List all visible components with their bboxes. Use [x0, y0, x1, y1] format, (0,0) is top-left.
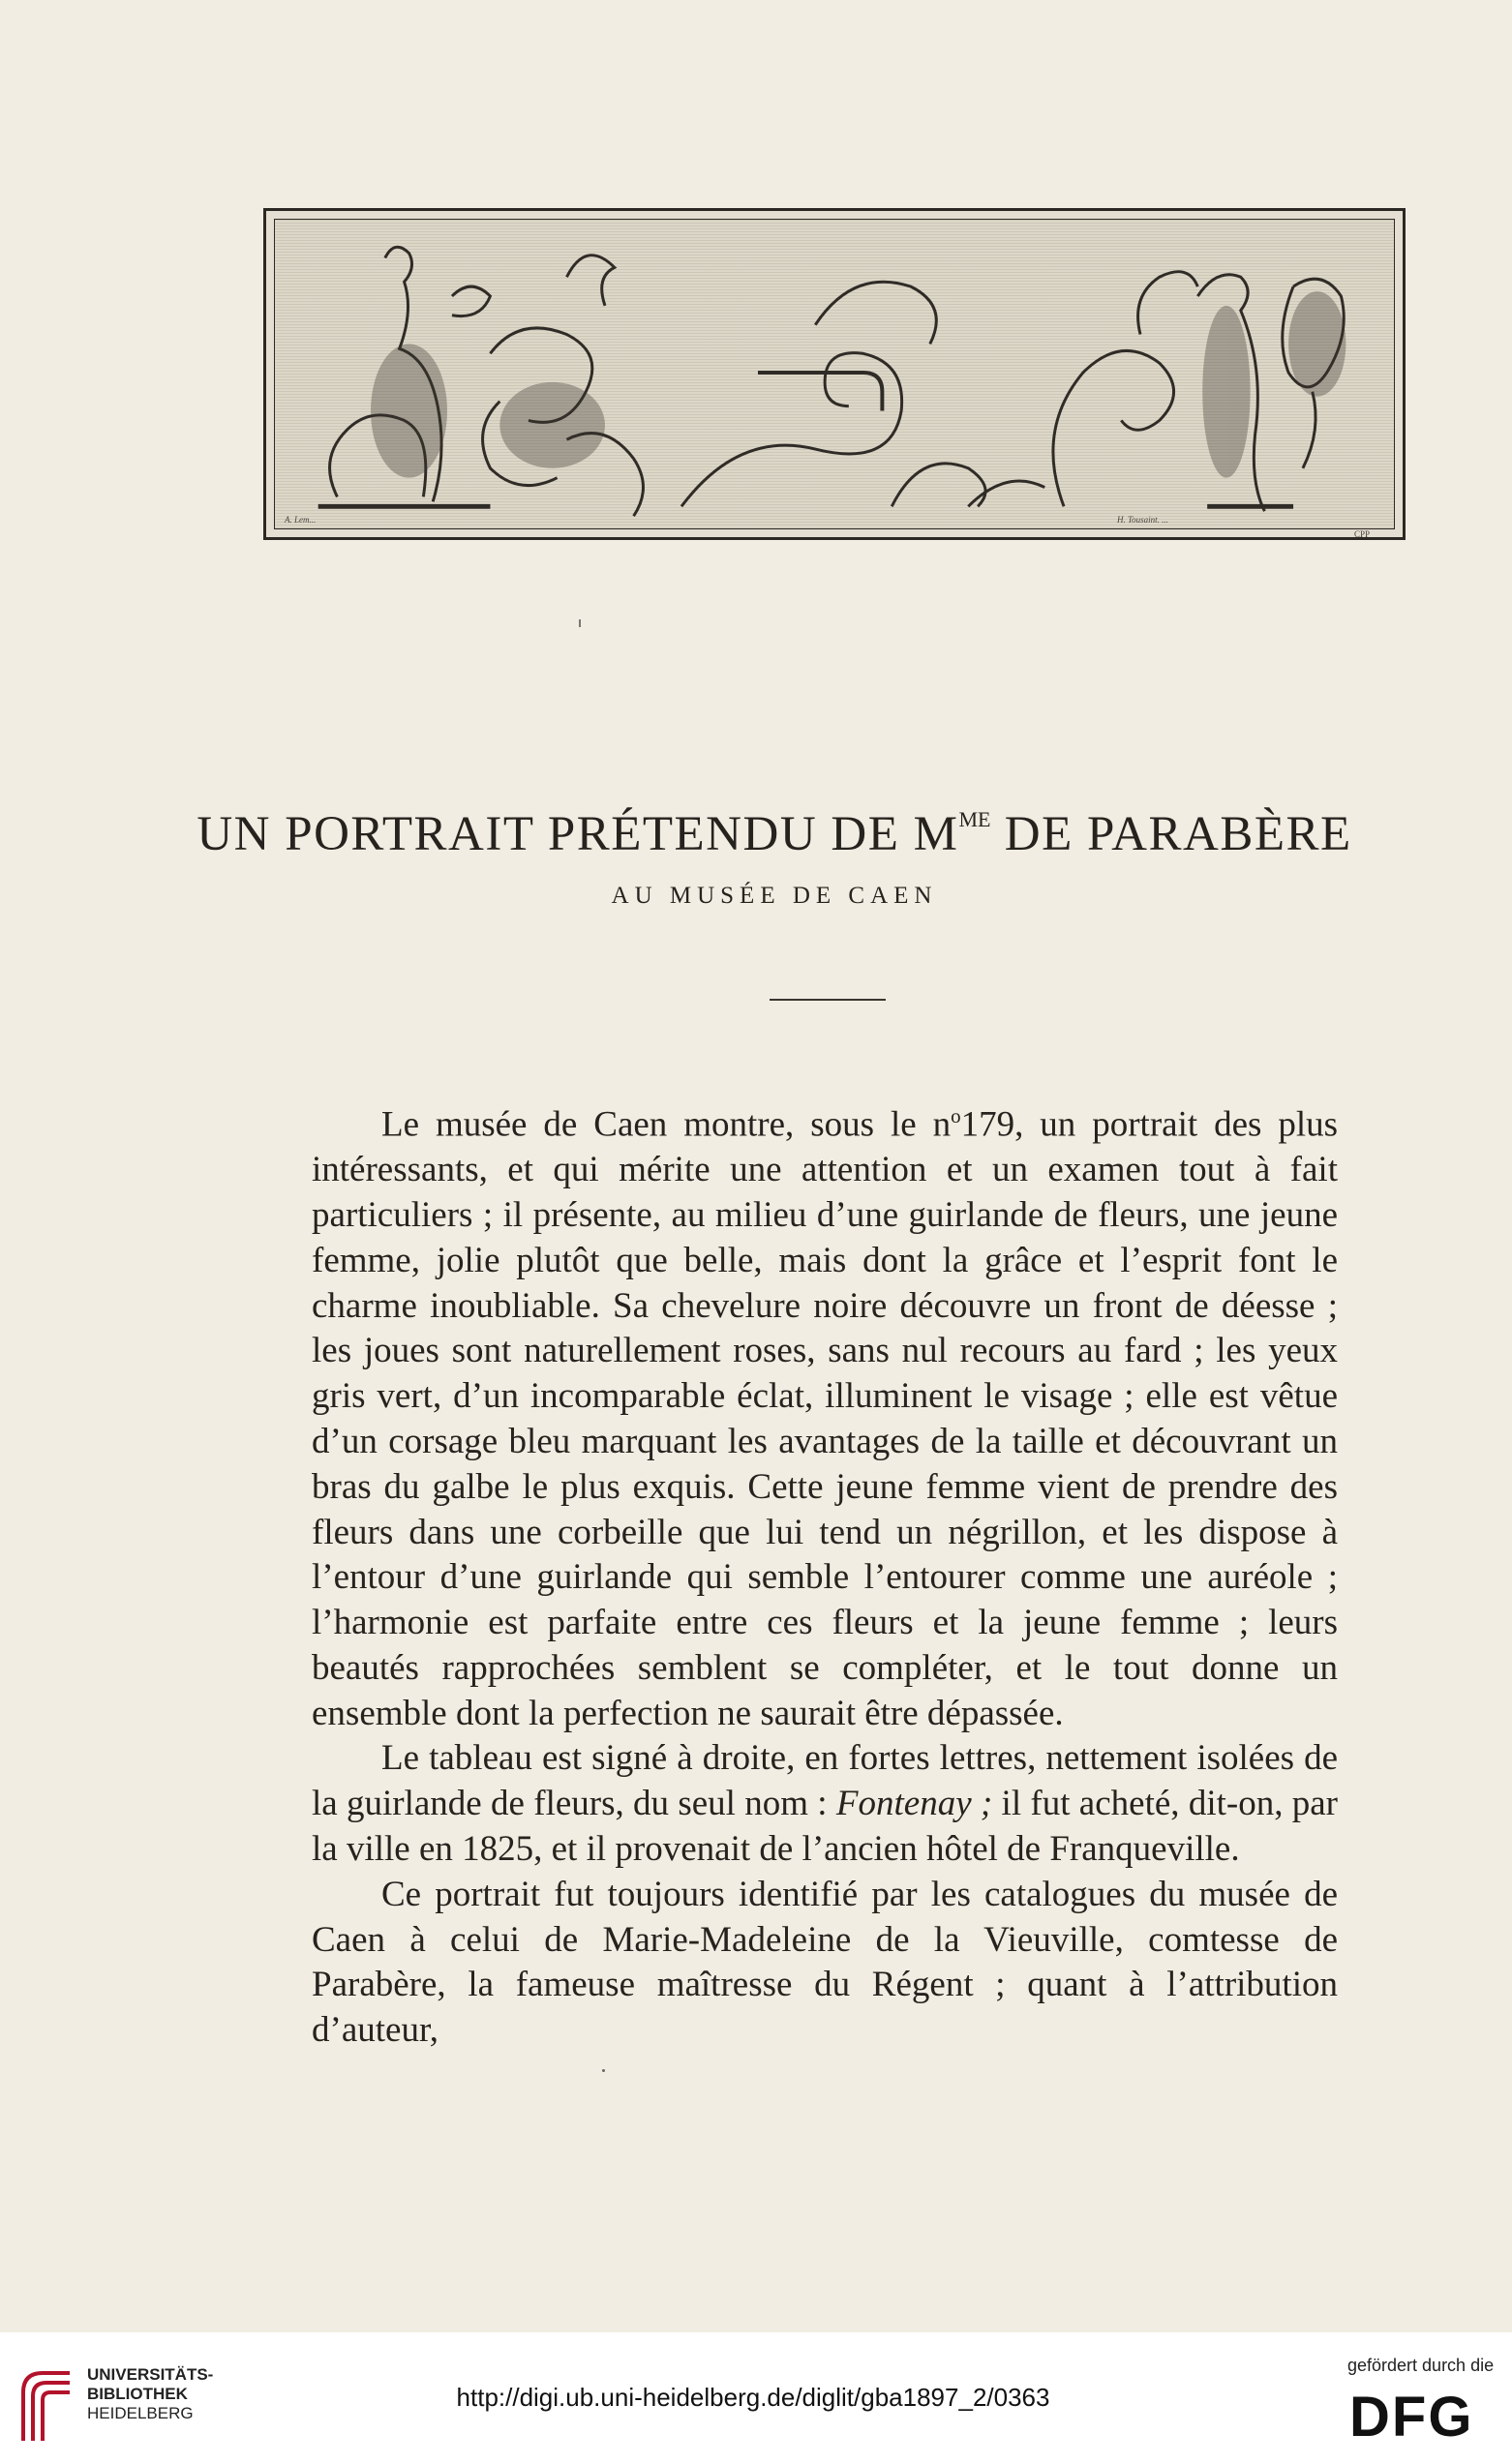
stray-dot: [602, 2069, 605, 2072]
engraver-signature-left: A. Lem...: [285, 515, 317, 525]
paragraph-2-rest: il fut acheté, dit-on, par la ville en 1825, et il provenait de l’ancien hôtel de Franqueville.: [312, 1784, 1338, 1870]
university-library-logo-icon: [14, 2363, 76, 2445]
engraving-frame: [274, 219, 1395, 529]
digitization-footer: [0, 2332, 1512, 2464]
title-superscript: ME: [958, 807, 991, 831]
paragraph-1-start: Le musée de Caen montre, sous le n: [381, 1104, 952, 1145]
engraving-illustration: [275, 220, 1394, 528]
title-text-start: UN PORTRAIT PRÉTENDU DE M: [197, 807, 959, 861]
funding-caption: gefördert durch die: [1347, 2356, 1495, 2375]
number-superscript: o: [951, 1104, 961, 1127]
article-body: [312, 1094, 1338, 2054]
paragraph-3: Ce portrait fut toujours identifié par les catalogues du musée de Caen à celui de Marie-Madeleine de la Vieuville, comtesse de Parabère, la fameuse maîtresse du Régent ; quant à l’attribution d’auteur,: [312, 1874, 1338, 2051]
ornamental-header-engraving: [263, 208, 1406, 540]
paragraph-2-start: Le tableau est signé à droite, en fortes lettres, nettement isolées de la guirlande de fleurs, du seul nom :: [312, 1738, 1338, 1824]
engraver-mark: CPP: [1354, 529, 1371, 539]
dfg-logo: DFG: [1349, 2386, 1474, 2449]
library-name: [87, 2365, 213, 2423]
article-subtitle: AU MUSÉE DE CAEN: [611, 883, 938, 909]
library-name-line-1: UNIVERSITÄTS-: [87, 2365, 214, 2384]
permalink-url[interactable]: http://digi.ub.uni-heidelberg.de/diglit/gba1897_2/0363: [456, 2383, 1050, 2412]
paragraph-1-rest: 179, un portrait des plus intéressants, et qui mérite une attention et un examen tout à fait particuliers ; il présente, au milieu d’une guirlande de fleurs, une jeune femme, jolie plutôt que belle, mais dont la grâce et l’esprit font le charme inoubliable. Sa chevelure noire découvre un front de déesse ; les joues sont naturellement roses, sans nul recours au fard ; les yeux gris vert, d’un incomparable éclat, illuminent le visage ; elle est vêtue d’un corsage bleu marquant les avantages de la taille et découvrant un bras du galbe le plus exquis. Cette jeune femme vient de prendre des fleurs dans une corbeille que lui tend un négrillon, et les dispose à l’entour d’une guirlande qui semble l’entourer comme une auréole ; l’harmonie est parfaite entre ces fleurs et la jeune femme ; leurs beautés rapprochées semblent se compléter, et le tout donne un ensemble dont la perfection ne saurait être dépassée.: [312, 1104, 1339, 1733]
stray-ink-mark: [579, 619, 581, 627]
title-text-end: DE PARABÈRE: [990, 807, 1352, 861]
engraver-signature-right: H. Tousaint. ...: [1117, 515, 1168, 525]
paragraph-1: [312, 1094, 1338, 1736]
paragraph-2: [312, 1736, 1338, 1872]
article-title: [194, 786, 1355, 868]
signature-name: Fontenay ;: [835, 1784, 993, 1824]
library-name-line-3: HEIDELBERG: [87, 2404, 194, 2422]
title-divider: [770, 999, 886, 1001]
library-name-line-2: BIBLIOTHEK: [87, 2385, 188, 2403]
